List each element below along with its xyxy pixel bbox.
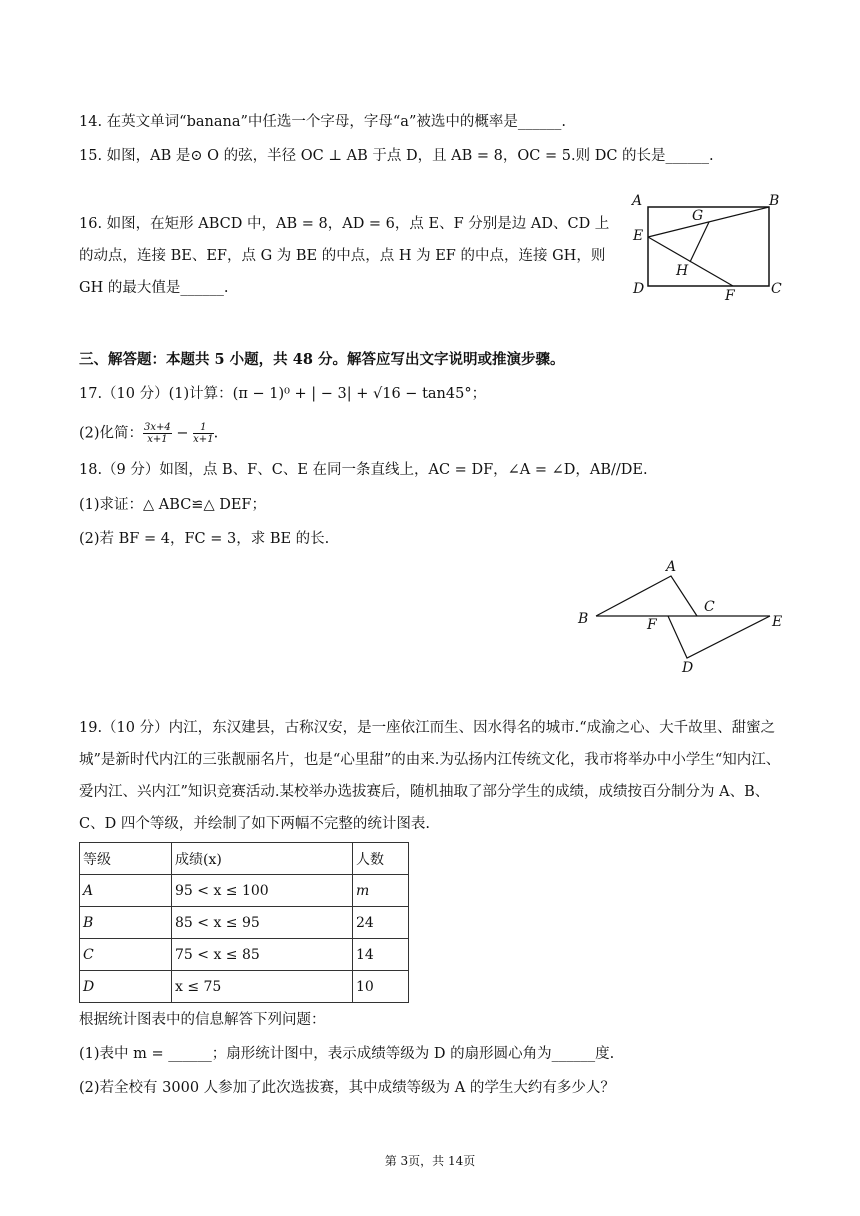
table-header-row — [80, 843, 409, 875]
table-cell: 95 < x ≤ 100 — [172, 875, 353, 907]
question-18-part-2: (2)若 BF = 4，FC = 3，求 BE 的长. — [79, 531, 330, 547]
table-cell: m — [353, 875, 409, 907]
fig16-label-c: C — [771, 281, 782, 297]
fig16-label-f: F — [725, 288, 735, 302]
question-14: 14. 在英文单词“banana”中任选一个字母，字母“a”被选中的概率是______. — [79, 114, 566, 130]
fig16-label-h: H — [676, 263, 689, 279]
fig18-label-b: B — [578, 611, 589, 627]
question-17-part-2 — [79, 422, 218, 445]
figure-18-triangles — [570, 555, 790, 680]
table-cell: D — [80, 971, 172, 1003]
table-cell: 10 — [353, 971, 409, 1003]
fig16-label-g: G — [692, 208, 704, 224]
question-15: 15. 如图，AB 是⊙ O 的弦，半径 OC ⊥ AB 于点 D，且 AB = 8，OC = 5.则 DC 的长是______. — [79, 148, 714, 164]
fig18-label-c: C — [704, 599, 715, 615]
section-3-heading: 三、解答题：本题共 5 小题，共 48 分。解答应写出文字说明或推演步骤。 — [79, 351, 565, 368]
fig16-label-a: A — [632, 193, 643, 209]
q17-2-suffix: . — [213, 425, 219, 442]
question-19: 19.（10 分）内江，东汉建县，古称汉安，是一座依江而生、因水得名的城市.“成渝之心、大千故里、甜蜜之城”是新时代内江的三张靓丽名片，也是“心里甜”的由来.为弘扬内江传统文化，我市将举办中小学生“知内江、爱内江、兴内江”知识竞赛活动.某校举办选拔赛后，随机抽取了部分学生的成绩，成绩按百分制分为 A、B、C、D 四个等级，并绘制了如下两幅不完整的统计图表. — [79, 720, 781, 832]
table-row — [80, 907, 409, 939]
question-17-part-1: 17.（10 分）(1)计算：(π − 1)⁰ + | − 3| + √16 − tan45°； — [79, 386, 487, 402]
table-row — [80, 939, 409, 971]
q17-2-prefix: (2)化简： — [79, 425, 144, 442]
fig16-label-d: D — [633, 281, 645, 297]
fraction-1 — [143, 422, 172, 445]
fig18-label-f: F — [647, 617, 657, 633]
fig18-label-d: D — [682, 660, 694, 676]
fig16-label-e: E — [633, 228, 644, 244]
table-cell: 14 — [353, 939, 409, 971]
fraction-2 — [193, 422, 213, 445]
table-header-cell: 等级 — [80, 843, 172, 875]
table-cell: B — [80, 907, 172, 939]
fraction-1-denominator: x+1 — [147, 434, 168, 445]
table-cell: A — [80, 875, 172, 907]
question-18: 18.（9 分）如图，点 B、F、C、E 在同一条直线上，AC = DF，∠A = ∠D，AB//DE. — [79, 462, 648, 478]
table-cell: 24 — [353, 907, 409, 939]
figure-16-rectangle — [628, 192, 788, 302]
fig18-label-e: E — [772, 614, 783, 630]
table-row — [80, 971, 409, 1003]
fig16-label-b: B — [769, 193, 780, 209]
minus-sign: − — [171, 425, 194, 442]
table-header-cell: 人数 — [353, 843, 409, 875]
question-18-part-1: (1)求证：△ ABC≌△ DEF； — [79, 497, 266, 513]
page-footer: 第 3页，共 14页 — [384, 1154, 476, 1168]
table-header-cell: 成绩(x) — [172, 843, 353, 875]
table-row — [80, 875, 409, 907]
fraction-1-numerator: 3x+4 — [144, 422, 171, 433]
table-cell: 75 < x ≤ 85 — [172, 939, 353, 971]
question-19-part-2: (2)若全校有 3000 人参加了此次选拔赛，其中成绩等级为 A 的学生大约有多少人？ — [79, 1080, 615, 1096]
fraction-2-numerator: 1 — [193, 422, 213, 434]
table-cell: C — [80, 939, 172, 971]
table-cell: 85 < x ≤ 95 — [172, 907, 353, 939]
table-cell: x ≤ 75 — [172, 971, 353, 1003]
question-16: 16. 如图，在矩形 ABCD 中，AB = 8，AD = 6，点 E、F 分别是边 AD、CD 上的动点，连接 BE、EF，点 G 为 BE 的中点，点 H 为 EF 的中点，连接 GH，则 GH 的最大值是______. — [79, 216, 610, 296]
grade-table — [79, 842, 409, 1003]
fig18-label-a: A — [666, 559, 677, 575]
question-19-prompt: 根据统计图表中的信息解答下列问题： — [79, 1012, 326, 1028]
fraction-2-denominator: x+1 — [193, 434, 214, 445]
question-19-part-1: (1)表中 m = ______；扇形统计图中，表示成绩等级为 D 的扇形圆心角为______度. — [79, 1046, 615, 1062]
